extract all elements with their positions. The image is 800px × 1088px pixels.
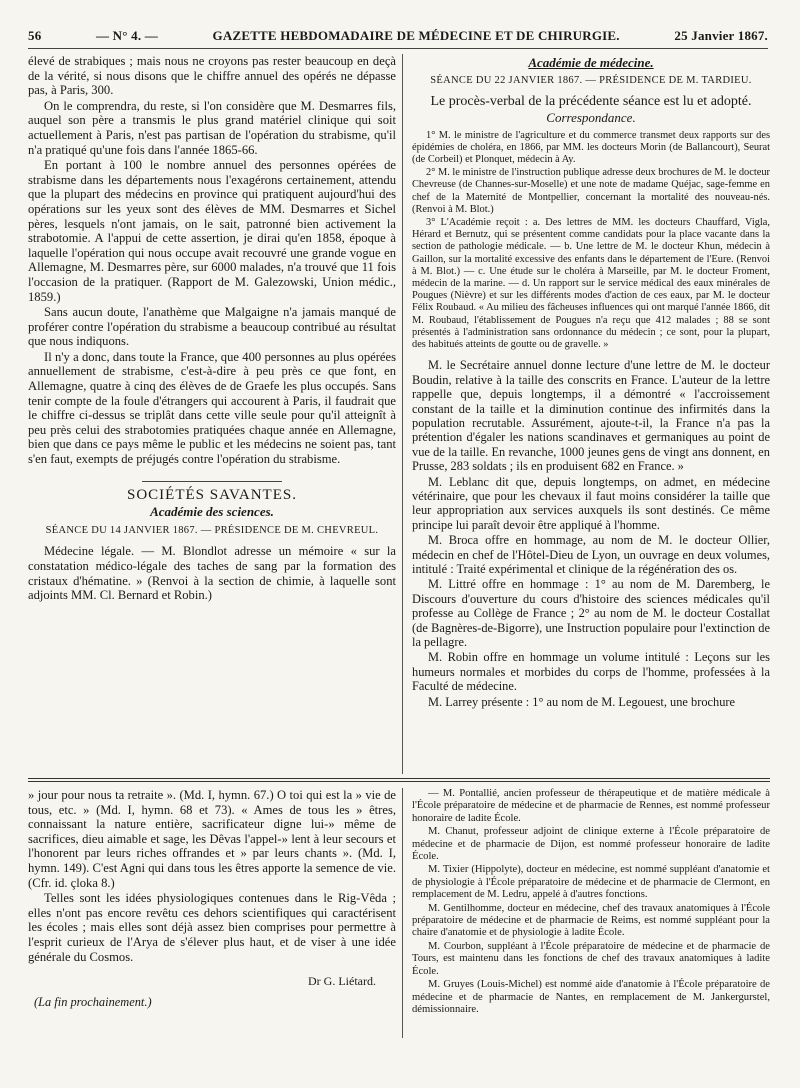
paragraph: M. Littré offre en hommage : 1° au nom de M. Daremberg, le Discours d'ouverture du cours d'histoire des sciences médicales qu'il professe au Collège de France ; 2° au nom de M. le docteur Costallat (de Bagnères-de-Bigorre), une Instruction populaire pour l'extinction de la pellagre. <box>412 577 770 649</box>
paragraph: — M. Pontallié, ancien professeur de thérapeutique et de matière médicale à l'École préparatoire de médecine et de pharmacie de Rennes, est nommé professeur honoraire de ladite École. <box>412 788 770 824</box>
feuilleton-rule <box>28 781 770 782</box>
feuilleton-rule <box>28 778 770 779</box>
paragraph: 2° M. le ministre de l'instruction publique adresse deux brochures de M. le docteur Chevreuse (de Channes-sur-Moselle) et une note de madame Quéjac, sage-femme en chef de la Maternité de Montpellier, concernant la mortalité des nouveau-nés. (Renvoi à M. Blot.) <box>412 167 770 215</box>
paragraph: Médecine légale. — M. Blondlot adresse un mémoire « sur la constatation médico-légale des taches de sang par la formation des cristaux d'hématine. » (Renvoi à la section de chimie, à laquelle sont adjoints MM. Cl. Bernard et Robin.) <box>28 544 396 603</box>
paragraph: 3° L'Académie reçoit : a. Des lettres de MM. les docteurs Chauffard, Vigla, Hérard et Bernutz, qui se présentent comme candidats pour la place vacante dans la section de pathologie médicale. — b. Une lettre de M. le docteur Khun, médecin à Gaillon, sur la mortalité excessive des enfants dans le département de l'Eure. (Renvoi à M. Blot.) — c. Une étude sur le choléra à Marseille, par M. le docteur Froment, médecin de la marine. — d. Un rapport sur le service médical des eaux minérales de Pougues (Nièvre) et sur les différents modes d'action de ces eaux, par M. le docteur Félix Roubaud. « Au milieu des fâcheuses influences qui ont marqué l'année 1866, dit M. Roubaud, l'établissement de Pougues n'a reçu que 412 malades ; 88 se sont présentés à l'administration sans ordonnance du médecin ; ce sont, pour la plupart, des habitués atteints de goutte ou de gravelle. » <box>412 217 770 351</box>
divider <box>142 481 282 482</box>
session-line: SÉANCE DU 14 JANVIER 1867. — PRÉSIDENCE DE M. CHEVREUL. <box>45 524 379 536</box>
paragraph: En portant à 100 le nombre annuel des personnes opérées de strabisme dans les départements nous l'exagérons certainement, attendu que la plupart des médecins en province qui pratiquent aujourd'hui des opérations sur les yeux sont des élèves de MM. Desmarres et Sichel pères, lesquels n'ont jamais, on le sait, patronné bien activement la strabotomie. A l'appui de cette assertion, je dirai qu'en 1858, époque à laquelle l'opération qui nous occupe avait recouvré une grande vogue en Allemagne, M. Desmarres père, sur 6000 malades, n'a trouvé que 11 fois l'occasion de la pratiquer. (Rapport de M. Galezowski, Union médic., 1859.) <box>28 158 396 304</box>
paragraph: M. Chanut, professeur adjoint de clinique externe à l'École préparatoire de médecine et de pharmacie de Dijon, est nommé professeur honoraire de ladite École. <box>412 826 770 863</box>
column-divider <box>402 788 403 1038</box>
paragraph: M. Courbon, suppléant à l'École préparatoire de médecine et de pharmacie de Tours, est maintenu dans les fonctions de chef des travaux anatomiques à ladite École. <box>412 940 770 977</box>
paragraph: M. Broca offre en hommage, au nom de M. le docteur Ollier, médecin en chef de l'Hôtel-Dieu de Lyon, un ouvrage en deux volumes, intitulé : Traité expérimental et clinique de la régénération des os. <box>412 533 770 576</box>
paragraph: » jour pour nous ta retraite ». (Md. I, hymn. 67.) O toi qui est la » vie de tous, etc. » (Md. I, hymn. 68 et 73). « Ames de tous les » êtres, connaissant la nature entière, sacrificateur digne lui-» même de sacrifices, dieu aimable et sage, les Dêvas l'appel-» lent à leur secours et l'honorent par leurs riches offrandes et » par leurs chants ». (Md. I, hymn. 149). C'est Agni qui dans tous les êtres apporte la semence de vie. (Cfr. id. çloka 8.) <box>28 788 396 890</box>
paragraph: Il n'y a donc, dans toute la France, que 400 personnes au plus opérées annuellement de strabisme, c'est-à-dire à peu près ce que font, en Allemagne, quatre à cinq des élèves de de Graefe les plus occupés. Sans tenir compte de la foule d'étrangers qui accourent à Paris, il faudrait que le chiffre ci-dessus se triplât dans cette ville seule pour qu'il atteignît à peu près celui des strabotomies pratiquées chaque année en Allemagne, bien que dans ce pays même le public et les médecins ne soient pas, tant s'en faut, exempts de préjugés contre l'opération du strabisme. <box>28 349 396 467</box>
paragraph: On le comprendra, du reste, si l'on considère que M. Desmarres fils, auquel son père a transmis le plus grand matériel clinique qui soit actuellement à Paris, n'est pas partisan de l'opération du strabisme, qu'il n'a pratiqué qu'une fois dans l'année 1865-66. <box>28 98 396 157</box>
issue-date: 25 Janvier 1867. <box>674 28 768 43</box>
paragraph: M. Gruyes (Louis-Michel) est nommé aide d'anatomie à l'École préparatoire de médecine et de pharmacie de Nantes, en remplacement de M. Jankergurstel, démissionnaire. <box>412 979 770 1015</box>
paragraph: M. le Secrétaire annuel donne lecture d'une lettre de M. le docteur Boudin, relative à la taille des conscrits en France. L'auteur de la lettre rappelle que, depuis longtemps, il a démontré « l'accroissement constant de la taille et la diminution continue des infirmités dans la population recrutable. Assurément, ajoute-t-il, la France n'a pas la prétention d'égaler les nations scandinaves et germaniques au point de vue de la taille. En revanche, 1000 jeunes gens de vingt ans donnent, en Prusse, 283 soldats ; ils en produisent 682 en France. » <box>412 358 770 474</box>
paragraph: M. Robin offre en hommage un volume intitulé : Leçons sur les humeurs normales et morbides du corps de l'homme, professées à la Faculté de médecine. <box>412 650 770 694</box>
page-number: 56 <box>28 28 42 43</box>
right-column-top <box>412 54 770 774</box>
paragraph: 1° M. le ministre de l'agriculture et du commerce transmet deux rapports sur des épidémies de choléra, en 1866, par MM. les docteurs Morin (de Ballancourt), Seurat (de Corbeil) et Plonquet, médecin à Ay. <box>412 129 770 166</box>
running-header <box>28 28 768 49</box>
lead-line: Le procès-verbal de la précédente séance est lu et adopté. <box>430 93 752 109</box>
column-divider <box>402 54 403 774</box>
paragraph: M. Tixier (Hippolyte), docteur en médecine, est nommé suppléant d'anatomie et de physiologie à l'École préparatoire de médecine et de pharmacie de Clermont, en remplacement de M. Ledru, appelé à d'autres fonctions. <box>412 864 770 901</box>
left-column-bottom <box>28 788 396 1009</box>
correspondence-title: Correspondance. <box>546 110 636 126</box>
correspondence-block <box>412 130 770 352</box>
paragraph: M. Gentilhomme, docteur en médecine, chef des travaux anatomiques à l'École préparatoire de médecine et de pharmacie de Reims, est nommé suppléant pour la chaire d'anatomie et de physiologie à ladite École. <box>412 902 770 939</box>
paragraph: Sans aucun doute, l'anathème que Malgaigne n'a jamais manqué de proférer contre l'opération du strabisme a beaucoup contribué au résultat que nous indiquons. <box>28 305 396 349</box>
journal-title: GAZETTE HEBDOMADAIRE DE MÉDECINE ET DE CHIRURGIE. <box>212 28 620 43</box>
issue-number: — N° 4. — <box>96 28 158 43</box>
section-title: SOCIÉTÉS SAVANTES. <box>127 486 297 503</box>
paragraph: M. Leblanc dit que, depuis longtemps, on admet, en médecine vétérinaire, que pour les chevaux il faut moins considérer la taille que leur appropriation aux services auxquels ils sont destinés. Ce même principe lui paraît devoir être appliqué à l'homme. <box>412 474 770 532</box>
continuation-note: (La fin prochainement.) <box>34 994 152 1009</box>
paragraph: M. Larrey présente : 1° au nom de M. Legouest, une brochure <box>428 694 736 709</box>
right-column-bottom <box>412 788 770 1088</box>
signature: Dr G. Liétard. <box>308 974 376 989</box>
academy-title: Académie de médecine. <box>528 55 654 70</box>
paragraph: Telles sont les idées physiologiques contenues dans le Rig-Vêda ; elles n'ont pas encore revêtu ces dehors scientifiques qui caractérisent les écoles ; mais elles sont déjà assez bien comprises pour permettre à l'esprit curieux de l'Arya de s'élever plus haut, et de viser à une idée générale du Cosmos. <box>28 891 396 964</box>
academy-title: Académie des sciences. <box>150 504 274 520</box>
left-column-top <box>28 54 396 754</box>
session-line: SÉANCE DU 22 JANVIER 1867. — PRÉSIDENCE DE M. TARDIEU. <box>430 75 752 87</box>
paragraph: élevé de strabiques ; mais nous ne croyons pas rester beaucoup en deçà de la vérité, si nous disons que le chiffre annuel des opérés ne dépasse pas, à Paris, 300. <box>28 54 396 98</box>
